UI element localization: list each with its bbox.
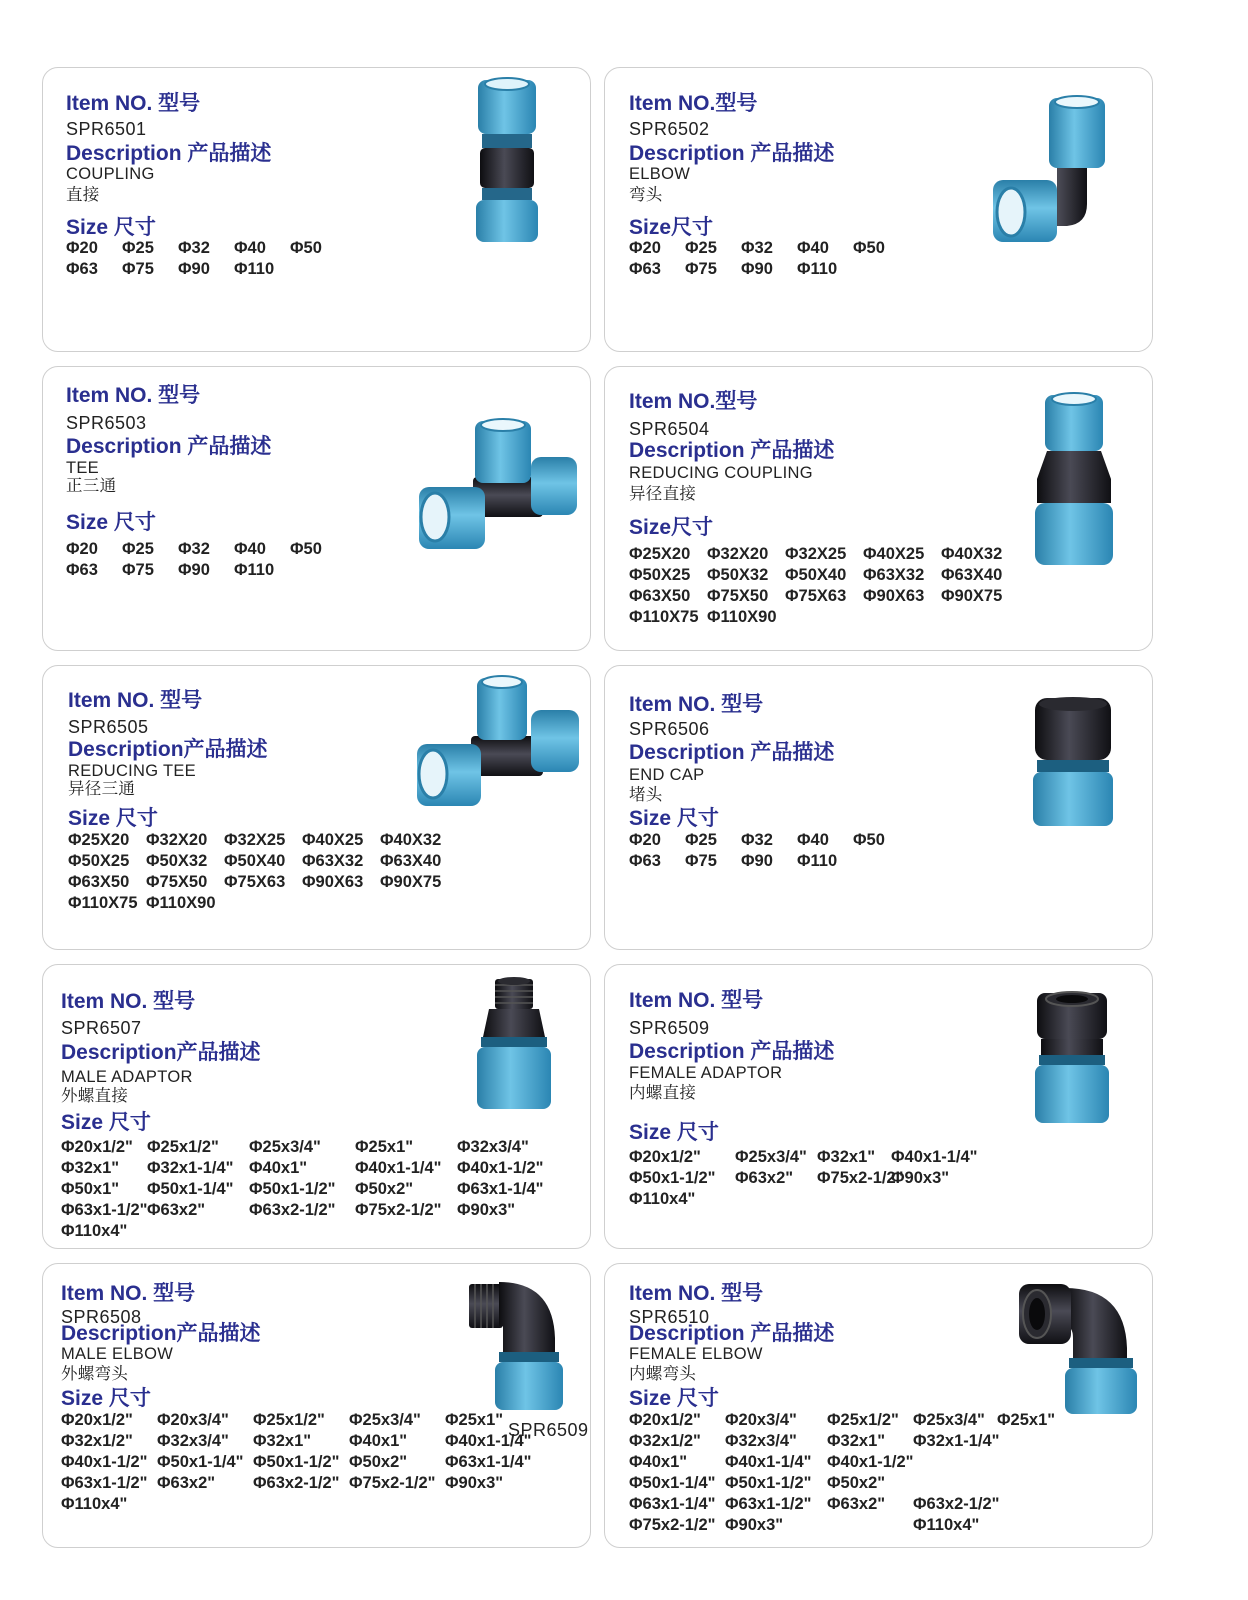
size-value: Φ63X50 <box>629 587 691 605</box>
size-value: Φ110 <box>797 260 838 278</box>
size-value: Φ40x1" <box>349 1432 408 1450</box>
size-value: Φ63x1-1/4" <box>445 1453 532 1471</box>
size-label: Size尺寸 <box>629 516 714 539</box>
size-value: Φ25X20 <box>629 545 691 563</box>
item-no-label: Item NO. 型号 <box>629 989 764 1012</box>
end-cap-image <box>1029 694 1119 830</box>
size-value: Φ110 <box>234 561 275 579</box>
size-value: Φ63x1-1/2" <box>61 1474 148 1492</box>
size-value: Φ63X32 <box>863 566 925 584</box>
stray-item-code: SPR6509 <box>508 1420 589 1440</box>
product-name-en: FEMALE ADAPTOR <box>629 1064 783 1082</box>
size-label: Size 尺寸 <box>68 807 158 830</box>
size-value: Φ50x1-1/4" <box>157 1453 244 1471</box>
size-value: Φ25 <box>685 239 717 257</box>
size-list <box>629 544 1013 628</box>
item-code: SPR6510 <box>629 1307 710 1327</box>
elbow-fitting-image <box>987 94 1127 259</box>
size-value: Φ40 <box>234 239 266 257</box>
item-no-label: Item NO. 型号 <box>68 689 203 712</box>
product-name-cn: 内螺直接 <box>629 1084 697 1102</box>
size-value: Φ25 <box>122 239 154 257</box>
size-value: Φ20x3/4" <box>157 1411 229 1429</box>
item-code: SPR6504 <box>629 419 710 439</box>
product-card-spr6503 <box>42 366 591 651</box>
size-list <box>68 830 452 914</box>
coupling-fitting-image <box>468 76 548 246</box>
size-value: Φ50x2" <box>827 1474 886 1492</box>
size-value: Φ90 <box>178 260 210 278</box>
size-value: Φ32X20 <box>707 545 769 563</box>
size-value: Φ32x1-1/4" <box>147 1159 234 1177</box>
size-value: Φ20x1/2" <box>61 1138 133 1156</box>
size-value: Φ75X50 <box>146 873 208 891</box>
item-code: SPR6502 <box>629 119 710 139</box>
size-value: Φ75 <box>122 561 154 579</box>
size-value: Φ20 <box>66 239 98 257</box>
item-no-label: Item NO. 型号 <box>66 384 201 407</box>
size-value: Φ50x2" <box>355 1180 414 1198</box>
item-no-label: Item NO.型号 <box>629 390 758 413</box>
size-value: Φ63 <box>629 852 661 870</box>
size-value: Φ40X25 <box>302 831 364 849</box>
size-value: Φ90 <box>741 260 773 278</box>
size-value: Φ75 <box>122 260 154 278</box>
size-value: Φ75x2-1/2" <box>355 1201 442 1219</box>
size-value: Φ40 <box>797 239 829 257</box>
size-value: Φ20 <box>629 831 661 849</box>
size-value: Φ63 <box>66 260 98 278</box>
product-card-spr6510 <box>604 1263 1153 1548</box>
product-card-spr6505 <box>42 665 591 950</box>
product-card-spr6508 <box>42 1263 591 1548</box>
product-name-cn: 直接 <box>66 186 100 204</box>
size-value: Φ32x3/4" <box>457 1138 529 1156</box>
size-value: Φ75X50 <box>707 587 769 605</box>
size-value: Φ90x3" <box>445 1474 504 1492</box>
size-value: Φ110X90 <box>146 894 216 912</box>
size-value: Φ75x2-1/2" <box>629 1516 716 1534</box>
size-value: Φ90 <box>741 852 773 870</box>
size-value: Φ40x1-1/2" <box>61 1453 148 1471</box>
size-value: Φ90X63 <box>302 873 364 891</box>
size-value: Φ25x1" <box>445 1411 504 1429</box>
size-label: Size 尺寸 <box>61 1387 151 1410</box>
size-value: Φ63x1-1/4" <box>457 1180 544 1198</box>
product-name-cn: 异径三通 <box>68 780 136 798</box>
size-list <box>61 1137 553 1242</box>
size-value: Φ50x2" <box>349 1453 408 1471</box>
item-code: SPR6501 <box>66 119 147 139</box>
size-list <box>61 1410 545 1515</box>
size-value: Φ25X20 <box>68 831 130 849</box>
size-value: Φ50x1" <box>61 1180 120 1198</box>
size-value: Φ20 <box>629 239 661 257</box>
size-value: Φ50X32 <box>146 852 208 870</box>
size-value: Φ50x1-1/2" <box>629 1169 716 1187</box>
size-value: Φ40x1-1/4" <box>725 1453 812 1471</box>
size-label: Size 尺寸 <box>66 216 156 239</box>
size-list <box>629 238 903 280</box>
size-value: Φ25x1/2" <box>827 1411 899 1429</box>
size-value: Φ110x4" <box>629 1190 696 1208</box>
size-value: Φ40x1" <box>249 1159 308 1177</box>
size-value: Φ32x1" <box>817 1148 876 1166</box>
size-value: Φ63x2" <box>827 1495 886 1513</box>
size-value: Φ40X32 <box>941 545 1003 563</box>
size-value: Φ32X25 <box>224 831 286 849</box>
reducing-coupling-image <box>1031 391 1121 569</box>
product-name-cn: 外螺弯头 <box>61 1365 129 1383</box>
description-label: Description 产品描述 <box>66 142 272 165</box>
size-value: Φ63 <box>66 561 98 579</box>
size-value: Φ110x4" <box>61 1495 128 1513</box>
size-value: Φ75 <box>685 852 717 870</box>
size-label: Size 尺寸 <box>629 1387 719 1410</box>
female-adaptor-image <box>1029 989 1115 1129</box>
size-value: Φ25 <box>122 540 154 558</box>
item-code: SPR6505 <box>68 717 149 737</box>
size-value: Φ32X20 <box>146 831 208 849</box>
size-value: Φ90x3" <box>457 1201 516 1219</box>
description-label: Description产品描述 <box>68 738 268 761</box>
product-name-en: FEMALE ELBOW <box>629 1345 763 1363</box>
size-value: Φ25x3/4" <box>249 1138 321 1156</box>
item-no-label: Item NO. 型号 <box>61 990 196 1013</box>
size-value: Φ110X75 <box>68 894 138 912</box>
size-value: Φ20x1/2" <box>629 1411 701 1429</box>
size-value: Φ63X40 <box>380 852 442 870</box>
size-value: Φ63x2-1/2" <box>913 1495 1000 1513</box>
size-value: Φ40x1-1/4" <box>445 1432 532 1450</box>
size-value: Φ32x1/2" <box>629 1432 701 1450</box>
size-value: Φ50 <box>290 239 322 257</box>
size-value: Φ63X32 <box>302 852 364 870</box>
size-list <box>66 539 340 581</box>
reducing-tee-image <box>411 674 585 814</box>
product-card-spr6509 <box>604 964 1153 1249</box>
product-name-en: MALE ADAPTOR <box>61 1068 193 1086</box>
product-name-cn: 内螺弯头 <box>629 1365 697 1383</box>
product-name-en: END CAP <box>629 766 705 784</box>
size-value: Φ90X75 <box>941 587 1003 605</box>
size-value: Φ32X25 <box>785 545 847 563</box>
size-value: Φ50x1-1/2" <box>253 1453 340 1471</box>
size-value: Φ63x2-1/2" <box>253 1474 340 1492</box>
description-label: Description 产品描述 <box>629 1040 835 1063</box>
female-elbow-image <box>1015 1278 1145 1418</box>
size-value: Φ32x3/4" <box>157 1432 229 1450</box>
product-card-spr6507 <box>42 964 591 1249</box>
size-value: Φ25x1" <box>997 1411 1056 1429</box>
product-card-spr6504 <box>604 366 1153 651</box>
size-value: Φ50X32 <box>707 566 769 584</box>
size-value: Φ75X63 <box>224 873 286 891</box>
size-value: Φ50x1-1/4" <box>629 1474 716 1492</box>
product-card-spr6502 <box>604 67 1153 352</box>
size-value: Φ32 <box>741 831 773 849</box>
product-name-cn: 异径直接 <box>629 485 697 503</box>
item-no-label: Item NO. 型号 <box>66 92 201 115</box>
size-list <box>629 1147 981 1210</box>
size-value: Φ40x1-1/4" <box>891 1148 978 1166</box>
size-value: Φ25x3/4" <box>735 1148 807 1166</box>
item-code: SPR6509 <box>629 1018 710 1038</box>
size-value: Φ50x1-1/2" <box>249 1180 336 1198</box>
size-value: Φ50X25 <box>68 852 130 870</box>
product-name-en: COUPLING <box>66 165 155 183</box>
size-value: Φ63x1-1/2" <box>61 1201 148 1219</box>
size-value: Φ40x1-1/4" <box>355 1159 442 1177</box>
size-value: Φ50 <box>290 540 322 558</box>
size-value: Φ50X40 <box>224 852 286 870</box>
size-value: Φ63 <box>629 260 661 278</box>
size-value: Φ75X63 <box>785 587 847 605</box>
size-value: Φ40x1-1/2" <box>457 1159 544 1177</box>
size-label: Size 尺寸 <box>61 1111 151 1134</box>
size-label: Size 尺寸 <box>629 1121 719 1144</box>
product-name-cn: 正三通 <box>66 477 117 495</box>
size-value: Φ40 <box>234 540 266 558</box>
size-value: Φ75x2-1/2" <box>817 1169 904 1187</box>
size-value: Φ25x1/2" <box>147 1138 219 1156</box>
size-value: Φ63x1-1/4" <box>629 1495 716 1513</box>
product-name-en: MALE ELBOW <box>61 1345 174 1363</box>
item-code: SPR6506 <box>629 719 710 739</box>
size-label: Size 尺寸 <box>629 807 719 830</box>
size-value: Φ40x1" <box>629 1453 688 1471</box>
size-value: Φ20x1/2" <box>629 1148 701 1166</box>
description-label: Description 产品描述 <box>629 439 835 462</box>
size-list <box>629 830 903 872</box>
size-value: Φ32x1" <box>253 1432 312 1450</box>
product-name-cn: 外螺直接 <box>61 1087 129 1105</box>
size-value: Φ40X32 <box>380 831 442 849</box>
description-label: Description 产品描述 <box>629 142 835 165</box>
size-value: Φ90 <box>178 561 210 579</box>
size-value: Φ90x3" <box>725 1516 784 1534</box>
size-list <box>66 238 340 280</box>
product-name-en: REDUCING COUPLING <box>629 464 813 482</box>
size-value: Φ110X90 <box>707 608 777 626</box>
size-value: Φ110 <box>797 852 838 870</box>
male-adaptor-image <box>471 975 557 1115</box>
size-value: Φ50 <box>853 239 885 257</box>
size-value: Φ32x1-1/4" <box>913 1432 1000 1450</box>
size-value: Φ32x1/2" <box>61 1432 133 1450</box>
size-value: Φ63x1-1/2" <box>725 1495 812 1513</box>
size-value: Φ25x3/4" <box>349 1411 421 1429</box>
size-value: Φ50X25 <box>629 566 691 584</box>
description-label: Description 产品描述 <box>629 1322 835 1345</box>
size-value: Φ40X25 <box>863 545 925 563</box>
size-value: Φ50 <box>853 831 885 849</box>
item-code: SPR6503 <box>66 413 147 433</box>
product-card-spr6506 <box>604 665 1153 950</box>
size-value: Φ32 <box>178 239 210 257</box>
size-value: Φ63X40 <box>941 566 1003 584</box>
item-code: SPR6508 <box>61 1307 142 1327</box>
item-no-label: Item NO.型号 <box>629 92 758 115</box>
size-value: Φ110 <box>234 260 275 278</box>
size-value: Φ50X40 <box>785 566 847 584</box>
size-value: Φ63x2-1/2" <box>249 1201 336 1219</box>
item-no-label: Item NO. 型号 <box>629 1282 764 1305</box>
item-no-label: Item NO. 型号 <box>629 693 764 716</box>
product-name-cn: 弯头 <box>629 186 663 204</box>
size-value: Φ50x1-1/4" <box>147 1180 234 1198</box>
product-name-en: TEE <box>66 459 99 477</box>
description-label: Description 产品描述 <box>66 435 272 458</box>
size-value: Φ32x3/4" <box>725 1432 797 1450</box>
size-value: Φ32 <box>741 239 773 257</box>
size-label: Size尺寸 <box>629 216 714 239</box>
size-value: Φ20x1/2" <box>61 1411 133 1429</box>
size-value: Φ75x2-1/2" <box>349 1474 436 1492</box>
male-elbow-image <box>463 1276 573 1414</box>
size-value: Φ63X50 <box>68 873 130 891</box>
size-value: Φ75 <box>685 260 717 278</box>
size-value: Φ63x2" <box>147 1201 206 1219</box>
size-value: Φ90X75 <box>380 873 442 891</box>
size-value: Φ110x4" <box>913 1516 980 1534</box>
size-value: Φ90x3" <box>891 1169 950 1187</box>
size-value: Φ32x1" <box>61 1159 120 1177</box>
description-label: Description产品描述 <box>61 1322 261 1345</box>
tee-fitting-image <box>413 417 583 557</box>
size-value: Φ32 <box>178 540 210 558</box>
size-value: Φ25x3/4" <box>913 1411 985 1429</box>
description-label: Description产品描述 <box>61 1041 261 1064</box>
size-value: Φ25x1/2" <box>253 1411 325 1429</box>
size-value: Φ63x2" <box>157 1474 216 1492</box>
size-value: Φ25x1" <box>355 1138 414 1156</box>
size-value: Φ40x1-1/2" <box>827 1453 914 1471</box>
description-label: Description 产品描述 <box>629 741 835 764</box>
size-label: Size 尺寸 <box>66 511 156 534</box>
size-value: Φ20x3/4" <box>725 1411 797 1429</box>
size-value: Φ50x1-1/2" <box>725 1474 812 1492</box>
size-value: Φ32x1" <box>827 1432 886 1450</box>
product-name-en: REDUCING TEE <box>68 762 196 780</box>
size-value: Φ25 <box>685 831 717 849</box>
product-name-en: ELBOW <box>629 165 691 183</box>
product-name-cn: 堵头 <box>629 786 663 804</box>
item-code: SPR6507 <box>61 1018 142 1038</box>
size-value: Φ110X75 <box>629 608 699 626</box>
product-card-spr6501 <box>42 67 591 352</box>
size-list <box>629 1410 999 1536</box>
size-value: Φ90X63 <box>863 587 925 605</box>
size-value: Φ110x4" <box>61 1222 128 1240</box>
item-no-label: Item NO. 型号 <box>61 1282 196 1305</box>
size-value: Φ20 <box>66 540 98 558</box>
size-value: Φ63x2" <box>735 1169 794 1187</box>
size-value: Φ40 <box>797 831 829 849</box>
